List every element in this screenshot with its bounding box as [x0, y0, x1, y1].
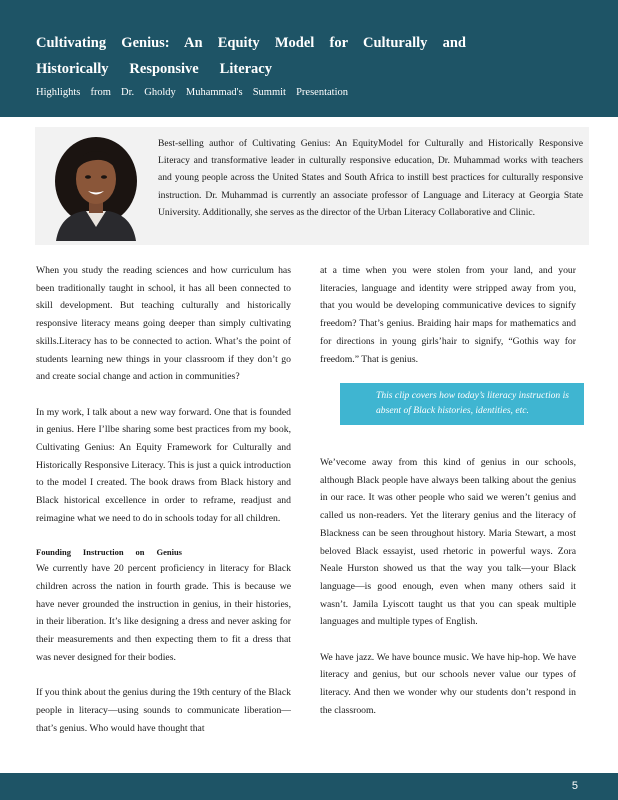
author-bio-text: Best-selling author of Cultivating Genius: An EquityModel for Culturally and Historically Responsive Literacy and transformative leader in culturally responsive education, Dr. Muhammad works with teachers and young people across the United States and South Africa to instill best practices for culturally responsive instruction. Dr. Muhammad is currently an associate professor of Language and Literacy at Georgia State University. Additionally, she serves as the director of the Urban Literacy Collaborative and Clinic.	[158, 138, 583, 218]
paragraph: If you think about the genius during the 19th century of the Black people in literacy—using sounds to communicate liberation—that’s genius. Who would have thought that	[36, 687, 291, 734]
paragraph: When you study the reading sciences and how curriculum has been traditionally taught in school, it has all been connected to skill development. But teaching culturally and historically responsive literacy means going deeper than simply cultivating skills.Literacy has to be connected to action. What’s the point of students learning new things in your classroom if they don’t go and create social change and action in communities?	[36, 265, 291, 383]
callout-text: This clip covers how today’s literacy instruction is absent of Black histories, identities, etc.	[376, 390, 570, 416]
right-column-top	[320, 262, 576, 386]
page-number: 5	[571, 780, 578, 792]
section-heading: Founding Instruction on Genius	[36, 547, 182, 558]
paragraph: In my work, I talk about a new way forward. One that is founded in genius. Here I’llbe sharing some best practices from my book, Cultivating Genius: An Equity Framework for Culturally and Historically Responsive Literacy. This is just a quick introduction to the model I created. The book draws from Black history and Black historical excellence in order to reframe, readjust and reimagine what we need to do in schools today for all children.	[36, 406, 291, 524]
page-footer	[0, 773, 618, 800]
video-clip-callout[interactable]	[340, 383, 584, 425]
paragraph: We have jazz. We have bounce music. We have hip-hop. We have literacy and genius, but our schools never value our types of literacy. And then we wonder why our students don’t respond in the classroom.	[320, 651, 576, 716]
article-title-line-2: Historically Responsive Literacy	[36, 61, 272, 77]
page-header	[0, 0, 618, 117]
left-column	[36, 262, 291, 755]
paragraph: We’vecome away from this kind of genius in our schools, although Black people have always been talking about the genius in our race. It was other people who said we weren’t genius and called us non-readers. Yet the literary genius and the literacy of Blackness can be seen throughout history. Maria Stewart, a most beloved Black essayist, used rhetoric in powerful ways. Zora Neale Hurston showed us that the way you talk—your Black language—is good enough, even when many others said it wasn’t. Jamila Lyiscott taught us that you can speak multiple languages and multiple types of English.	[320, 457, 576, 628]
paragraph: We currently have 20 percent proficiency in literacy for Black children across the nation in fourth grade. This is because we have never grounded the instruction in genius, in their histories, in their liberation. It’s like designing a dress and never asking for their measurements and then expecting them to fit a dress that was never designed for their bodies.	[36, 563, 291, 663]
article-title-line-1: Cultivating Genius: An Equity Model for Culturally and	[36, 35, 466, 51]
author-bio-box	[35, 127, 589, 245]
paragraph: at a time when you were stolen from your land, and your literacies, language and identity were stripped away from you, that you would be developing communicative devices to signify freedom? That’s genius. Braiding hair maps for mathematics and for directions in young girls’hair to signify, “Gothis way for freedom.” That is genius.	[320, 265, 576, 365]
right-column-bottom	[320, 454, 576, 737]
article-subtitle: Highlights from Dr. Gholdy Muhammad's Summit Presentation	[36, 87, 348, 98]
author-portrait-photo	[40, 131, 152, 241]
